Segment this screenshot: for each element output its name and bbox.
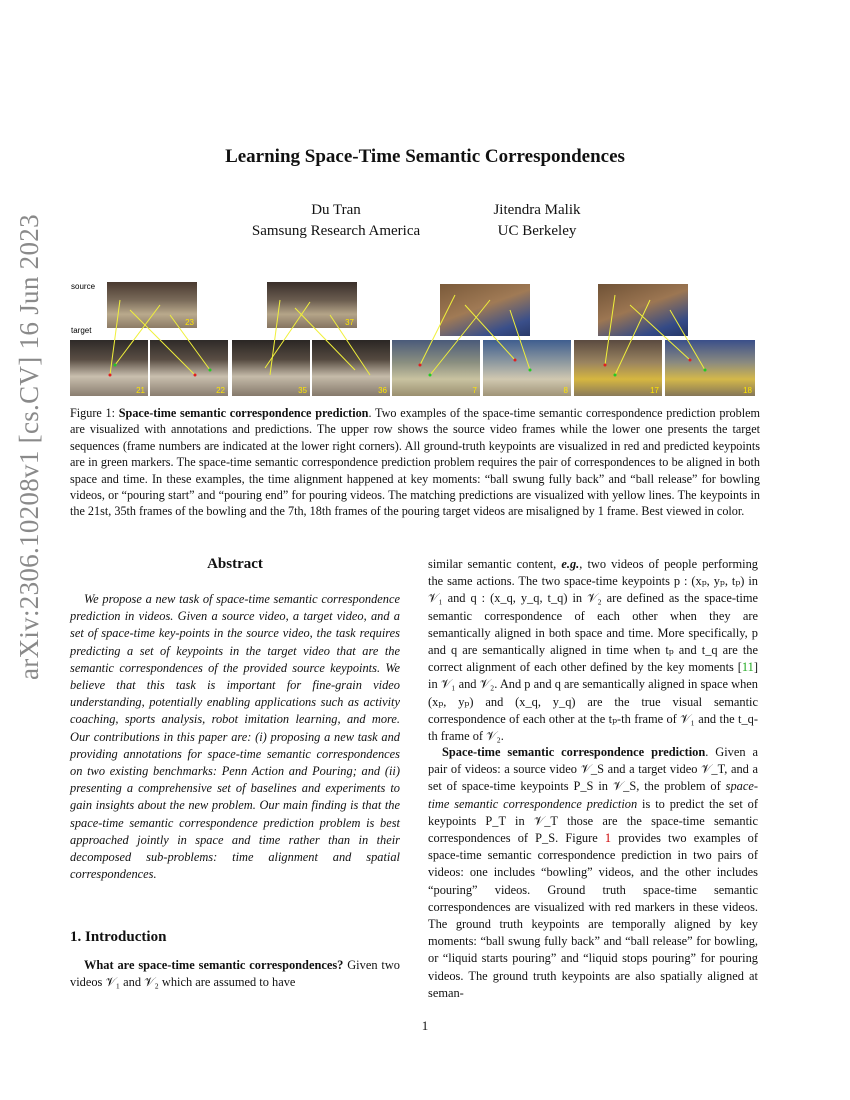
- abstract-text: We propose a new task of space-time semantic correspondence prediction in videos. Given a source video, a target video, and a set of space-time key-points in the source video, the task requires predicting a set of keypoints in the target video that are the semantic correspondences of the provided source keypoints. We believe that this task is important for fine-grain video understanding, potentially enabling applications such as activity coaching, sports analysis, robot imitation learning, and more. Our contributions in this paper are: (i) proposing a new task and providing annotations for space-time semantic correspondences on two existing benchmarks: Penn Action and Pouring; and (ii) presenting a comprehensive set of baselines and experiments to gain insights about the new problem. Our main finding is that the space-time semantic correspondence prediction problem is best approached jointly in space and time rather than in their decomposed sub-problems: time alignment and spatial correspondences.: [70, 592, 400, 882]
- correspondence-lines: [70, 280, 760, 400]
- caption-text: . Two examples of the space-time semantic correspondence prediction problem are visualized with annotations and predictions. The upper row shows the source video frames while the lower one presents the target sequences (frame numbers are indicated at the lower right corners). All ground-truth keypoints are visualized in red and predicted keypoints are in green markers. The space-time semantic correspondence prediction problem requires the pair of correspondences to be aligned in both space and time. In these examples, the time alignment happened at key moments: “ball swung fully back” and “ball release” for bowling videos, or “pouring start” and “pouring end” for pouring videos. The matching predictions are visualized with yellow lines. The keypoints in the 21st, 35th frames of the bowling and the 7th, 18th frames of the pouring target videos are misaligned by 1 frame. Best viewed in color.: [70, 406, 760, 519]
- source-row-label: source: [71, 282, 96, 291]
- intro-para-title: What are space-time semantic correspondences?: [84, 958, 344, 972]
- arxiv-stamp: arXiv:2306.10208v1 [cs.CV] 16 Jun 2023: [14, 214, 44, 680]
- author-block-2: [407, 200, 667, 242]
- para-title: Space-time semantic correspondence prediction: [442, 745, 706, 759]
- frame-number: 18: [743, 386, 752, 395]
- frame-number: 17: [650, 386, 659, 395]
- right-paragraph-2: [428, 744, 758, 1002]
- text-run: , two videos of people performing the same actions. The two space-time keypoints p : (xₚ, yₚ, tₚ) in 𝒱₁ and q : (x_q, y_q, t_q) in 𝒱₂ are defined as the space-time semantic correspondence of each other when they are semantically aligned in both space and time. More specifically, p and q are semantically aligned in time when tₚ and t_q are the correct alignment of each other defined by the key moments [: [428, 557, 758, 675]
- frame-number: 36: [378, 386, 387, 395]
- right-paragraph-1: [428, 556, 758, 745]
- intro-paragraph: [70, 957, 400, 991]
- caption-bold: Space-time semantic correspondence prediction: [118, 406, 369, 420]
- figure-1: [70, 280, 760, 400]
- text-run: provides two examples of space-time semantic correspondence prediction in two pairs of videos: one includes “bowling” videos, and the other includes “pouring” videos. Ground truth space-time semantic correspondences are visualized with red markers in these videos. The ground truth keypoints are temporally aligned by key moments: “ball swung fully back” and “ball release” for bowling, or “liquid starts pouring” and “liquid stops pouring” for pouring videos. The ground truth keypoints are also spatially aligned at seman-: [428, 831, 759, 1000]
- target-row-label: target: [71, 326, 92, 335]
- frame-number: 35: [298, 386, 307, 395]
- figure-caption: [70, 405, 760, 520]
- frame-number: 8: [563, 386, 568, 395]
- frame-number: 37: [345, 318, 354, 327]
- figure-ref-link[interactable]: 1: [604, 831, 612, 846]
- text-run: ] in 𝒱₁ and 𝒱₂. And p and q are semantically aligned in space when (xₚ, yₚ) and (x_q, y_q) are the true visual semantic correspondence of each other at the tₚ-th frame of 𝒱₁ and the t_q-th frame of 𝒱₂.: [428, 660, 758, 744]
- citation-link[interactable]: 11: [741, 660, 754, 675]
- page-number: 1: [421, 1018, 429, 1033]
- intro-para-text: Given two videos 𝒱₁ and 𝒱₂ which are assumed to have: [70, 958, 400, 990]
- text-run: space-time semantic correspondence prediction: [428, 779, 758, 811]
- author-affiliation: Samsung Research America: [251, 223, 421, 239]
- caption-label: Figure 1:: [70, 406, 116, 420]
- author-affiliation: UC Berkeley: [497, 223, 577, 239]
- frame-number: 7: [472, 386, 477, 395]
- abstract-heading: Abstract: [207, 556, 263, 572]
- text-run: similar semantic content,: [428, 557, 562, 571]
- text-run: . Given a pair of videos: a source video 𝒱_S and a target video 𝒱_T, and a set of space-time keypoints P_S in 𝒱_S, the problem of: [428, 745, 758, 794]
- frame-number: 23: [185, 318, 194, 327]
- text-run: e.g.: [561, 557, 580, 571]
- author-name: Du Tran: [311, 202, 361, 218]
- paper-title: Learning Space-Time Semantic Correspondences: [225, 146, 625, 167]
- text-run: is to predict the set of keypoints P_T in 𝒱_T those are the space-time semantic correspondences of P_S. Figure: [428, 796, 758, 846]
- frame-number: 22: [216, 386, 225, 395]
- intro-heading: 1. Introduction: [70, 929, 167, 945]
- frame-number: 21: [136, 386, 145, 395]
- author-name: Jitendra Malik: [493, 202, 581, 218]
